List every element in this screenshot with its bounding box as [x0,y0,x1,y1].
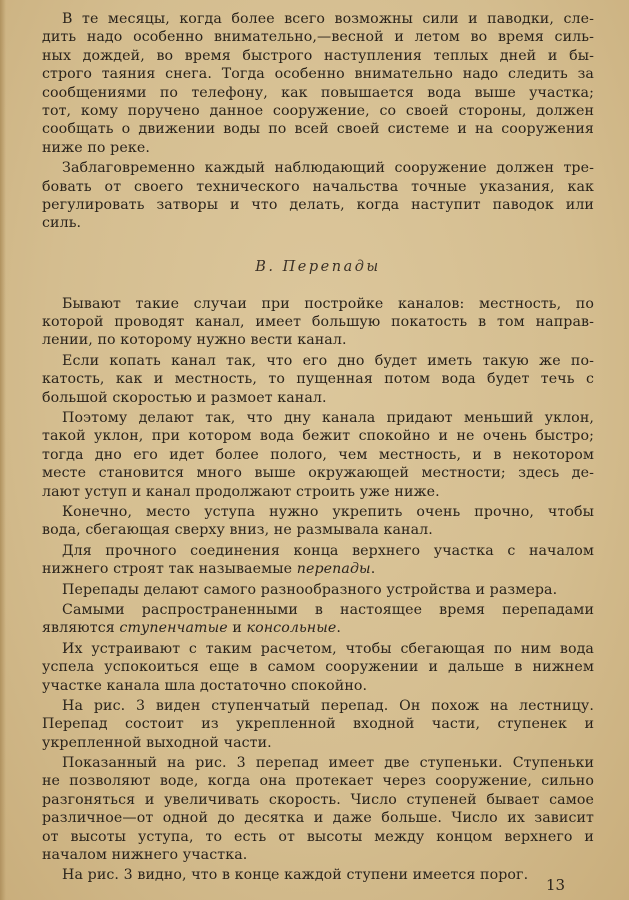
text-segment: Для прочного соединения конца верхнего участка с началом [62,542,594,559]
text-line [42,640,594,658]
text-line [42,809,594,827]
paragraph [42,159,594,233]
text-segment: На рис. 3 виден ступенчатый перепад. Он похож на лестницу. [62,697,594,714]
text-segment: являются [42,620,120,637]
text-line [42,159,594,177]
text-segment: сообщать о движении воды по всей своей системе и на сооружения [42,121,594,138]
text-segment: бовать от своего технического начальства точные указания, как [42,178,594,195]
text-segment: такой уклон, при котором вода бежит спокойно и не очень быстро; [42,428,594,445]
text-line [42,503,594,521]
text-line [42,791,594,809]
text-line [42,697,594,715]
text-segment: Перепады делают самого разнообразного устройства и размера. [62,581,558,598]
text-line [42,84,594,102]
text-segment: нижнего строят так называемые [42,561,297,578]
text-line [42,619,594,637]
paragraph [42,754,594,864]
text-line [42,178,594,196]
text-segment: строго таяния снега. Тогда особенно внимательно надо следить за [42,66,594,83]
paragraph [42,697,594,752]
text-line [42,352,594,370]
text-line [42,846,594,864]
text-line [42,196,594,214]
text-line [42,214,594,232]
text-segment: лают уступ и канал продолжают строить уже ниже. [42,483,440,500]
text-segment: успела успокоиться еще в самом сооружении и дальше в нижнем [42,659,594,676]
paragraph [42,601,594,638]
italic-term: перепады [296,561,371,578]
text-segment: от высоты уступа, то есть от высоты между концом верхнего и [42,828,594,845]
text-line [42,734,594,752]
text-line [42,483,594,501]
text-segment: На рис. 3 видно, что в конце каждой ступени имеется порог. [62,867,529,884]
text-segment: Их устраивают с таким расчетом, чтобы сбегающая по ним вода [62,640,594,657]
paragraph [42,640,594,695]
text-segment: Поэтому делают так, что дну канала придают меньший уклон, [62,410,594,427]
text-segment: Перепад состоит из укрепленной входной части, ступенек и [42,716,594,733]
italic-term: консольные [246,620,337,637]
page-edge-shadow [0,0,6,900]
text-segment: Заблаговременно каждый наблюдающий сооружение должен тре- [62,160,594,177]
text-segment: ных дождей, во время быстрого наступления теплых дней и бы- [42,47,594,64]
text-segment: катость, как и местность, то пущенная потом вода будет течь с [42,371,594,388]
text-segment: В те месяцы, когда более всего возможны сили и паводки, сле- [62,11,594,27]
italic-term: ступенчатые [119,620,228,637]
paragraph [42,352,594,407]
text-line [42,446,594,464]
text-segment: силь. [42,215,82,232]
text-line [42,120,594,138]
paragraph [42,503,594,540]
text-line [42,102,594,120]
text-line [42,601,594,619]
text-segment: Конечно, место уступа нужно укрепить очень прочно, чтобы [62,503,594,520]
paragraph [42,409,594,501]
text-line [42,658,594,676]
text-segment: Бывают такие случаи при постройке каналов: местность, по [62,295,594,312]
paragraph [42,542,594,579]
text-line [42,542,594,560]
text-line [42,389,594,407]
text-line [42,331,594,349]
text-segment: лении, по которому нужно вести канал. [42,332,347,349]
text-segment: Самыми распространенными в настоящее время перепадами [62,601,594,618]
text-line [42,28,594,46]
text-line [42,581,594,599]
text-line [42,313,594,331]
text-segment: ниже по реке. [42,139,150,156]
text-line [42,828,594,846]
text-line [42,47,594,65]
text-segment: месте становится много выше окружающей местности; здесь де- [42,465,594,482]
text-line [42,139,594,157]
text-segment: и [227,620,247,637]
text-segment: вода, сбегающая сверху вниз, не размывала канал. [42,522,433,539]
text-line [42,866,594,884]
text-line [42,295,594,313]
text-line [42,715,594,733]
text-line [42,65,594,83]
text-segment: участке канала шла достаточно спокойно. [42,677,368,694]
document-page [42,10,594,887]
text-segment: Показанный на рис. 3 перепад имеет две ступеньки. Ступеньки [62,755,594,772]
text-block-before-heading [42,10,594,233]
text-line [42,409,594,427]
text-line [42,427,594,445]
text-line [42,677,594,695]
text-segment: . [336,620,342,637]
text-line [42,560,594,578]
text-segment: не позволяют воде, когда она протекает через сооружение, сильно [42,773,594,790]
text-segment: сообщениями по телефону, как повышается вода выше участка; [42,84,594,101]
text-segment: дить надо особенно внимательно,—весной и летом во время силь- [42,29,594,46]
section-heading: В. Перепады [255,258,381,275]
paragraph [42,295,594,350]
text-segment: разгоняться и увеличивать скорость. Число ступеней бывает самое [42,791,594,808]
text-segment: Если копать канал так, что его дно будет иметь такую же по- [62,352,594,369]
text-line [42,754,594,772]
page-number: 13 [546,876,566,894]
text-segment: большой скоростью и размоет канал. [42,389,327,406]
text-segment: укрепленной выходной части. [42,734,272,751]
text-line [42,772,594,790]
text-segment: тогда дно его идет более полого, чем местность, и в некотором [42,446,594,463]
text-line [42,521,594,539]
text-segment: регулировать затворы и что делать, когда наступит паводок или [42,196,594,213]
text-segment: началом нижнего участка. [42,847,248,864]
text-segment: . [370,561,376,578]
paragraph [42,10,594,157]
paragraph [42,581,594,599]
text-line [42,464,594,482]
text-line [42,370,594,388]
text-segment: различное—от одной до десятка и даже больше. Число их зависит [42,810,594,827]
text-segment: которой проводят канал, имеет большую покатость в том направ- [42,314,594,331]
text-line [42,10,594,28]
text-segment: тот, кому поручено данное сооружение, со своей стороны, должен [42,102,594,119]
paragraph [42,866,594,884]
text-block-after-heading [42,295,594,885]
